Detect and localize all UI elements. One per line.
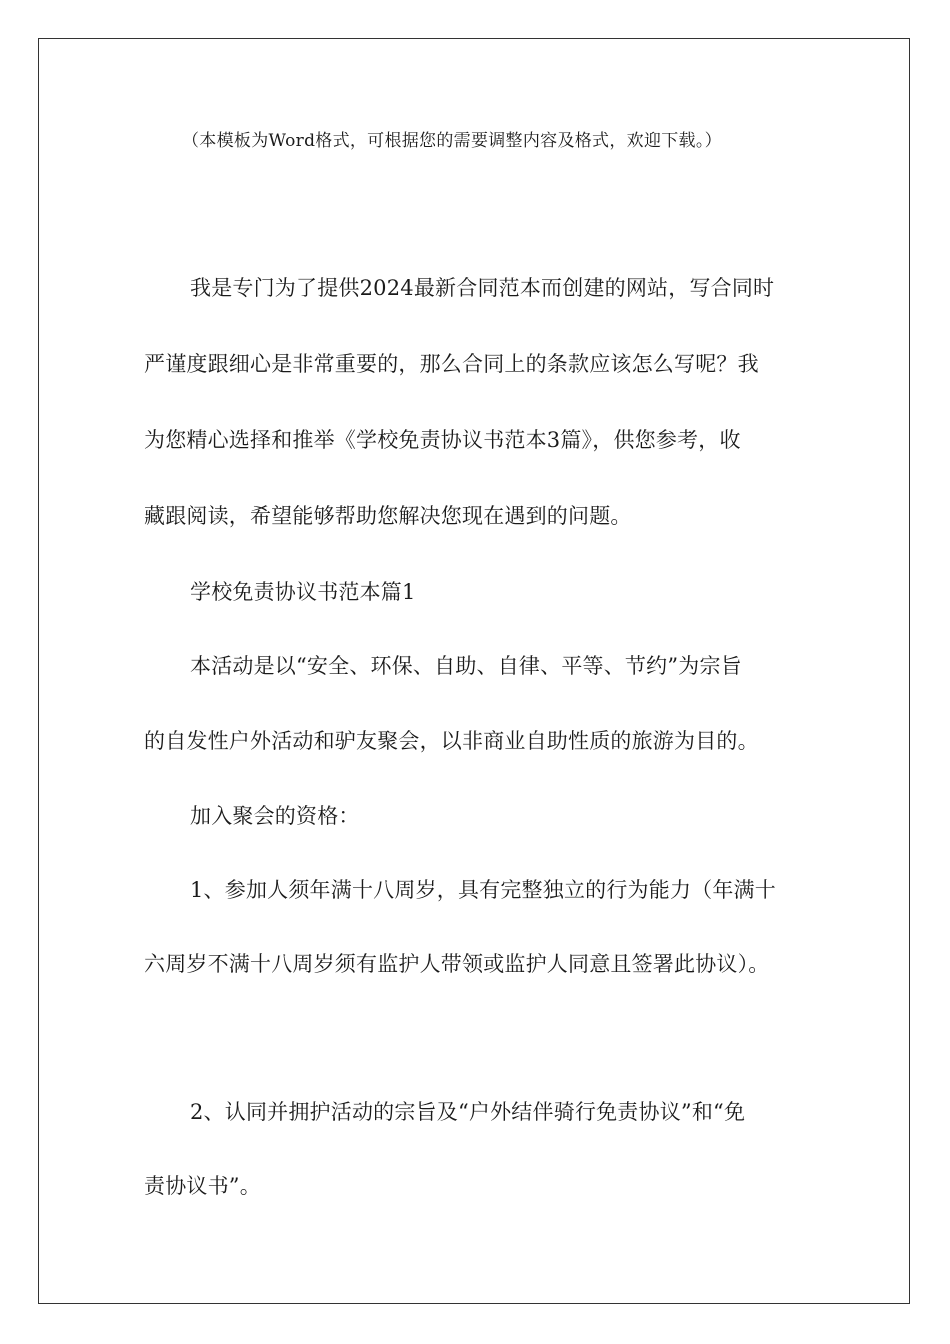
intro-line-4: 藏跟阅读，希望能够帮助您解决您现在遇到的问题。 bbox=[144, 504, 632, 528]
item2-line-2: 责协议书”。 bbox=[144, 1174, 261, 1198]
item1-line-1: 1、参加人须年满十八周岁，具有完整独立的行为能力（年满十 bbox=[190, 878, 776, 902]
template-note: （本模板为Word格式，可根据您的需要调整内容及格式，欢迎下载。） bbox=[182, 131, 722, 151]
intro-line-1: 我是专门为了提供2024最新合同范本而创建的网站，写合同时 bbox=[190, 276, 775, 300]
para1-line-1: 本活动是以“安全、环保、自助、自律、平等、节约”为宗旨 bbox=[190, 654, 742, 678]
section-title: 学校免责协议书范本篇1 bbox=[190, 580, 416, 604]
item2-line-1: 2、认同并拥护活动的宗旨及“户外结伴骑行免责协议”和“免 bbox=[190, 1100, 746, 1124]
intro-line-3: 为您精心选择和推举《学校免责协议书范本3篇》，供您参考，收 bbox=[144, 428, 741, 452]
qualification-heading: 加入聚会的资格： bbox=[190, 804, 360, 828]
item1-line-2: 六周岁不满十八周岁须有监护人带领或监护人同意且签署此协议）。 bbox=[144, 952, 770, 976]
intro-line-2: 严谨度跟细心是非常重要的，那么合同上的条款应该怎么写呢？我 bbox=[144, 352, 759, 376]
para1-line-2: 的自发性户外活动和驴友聚会，以非商业自助性质的旅游为目的。 bbox=[144, 729, 759, 753]
